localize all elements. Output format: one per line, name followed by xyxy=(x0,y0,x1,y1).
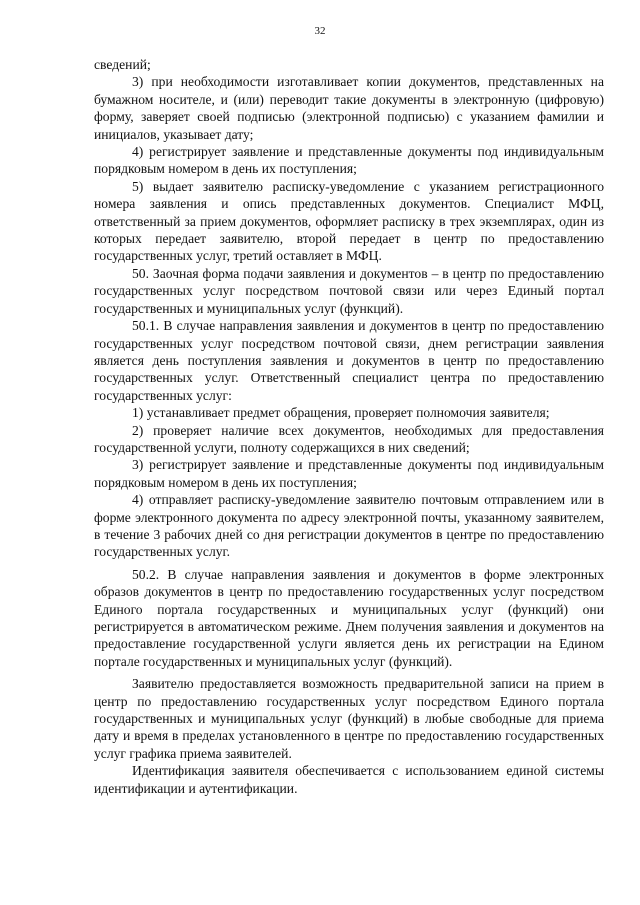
paragraph: 50.2. В случае направления заявления и документов в форме электронных образов документов в центр по предоставлению государственных услуг посредством Единого портала государственных и муниципальных услуг (функций) они регистрируется в автоматическом режиме. Днем получения заявления и документов на предоставление государственной услуги является день их регистрации на Едином портале государственных и муниципальных услуг (функций). xyxy=(94,566,604,669)
paragraph: 2) проверяет наличие всех документов, необходимых для предоставления государственной услуги, полноту содержащихся в них сведений; xyxy=(94,422,604,455)
paragraph: 3) при необходимости изготавливает копии документов, представленных на бумажном носителе, и (или) переводит такие документы в электронную (цифровую) форму, заверяет своей подписью (электронной подписью) с указанием фамилии и инициалов, указывает дату; xyxy=(94,74,604,142)
document-body xyxy=(94,56,604,797)
paragraph: Заявителю предоставляется возможность предварительной записи на прием в центр по предоставлению государственных услуг посредством Единого портала государственных и муниципальных услуг (функций) в любые свободные для приема дату и время в пределах установленного в центре по предоставлению государственных услуг графика приема заявителей. xyxy=(94,676,604,761)
paragraph: 50. Заочная форма подачи заявления и документов – в центр по предоставлению государственных услуг посредством почтовой связи или через Единый портал государственных и муниципальных услуг (функций). xyxy=(94,265,604,316)
paragraph: 3) регистрирует заявление и представленные документы под индивидуальным порядковым номером в день их поступления; xyxy=(94,457,604,490)
paragraph: 50.1. В случае направления заявления и документов в центр по предоставлению государственных услуг посредством почтовой связи, днем регистрации заявления является день поступления заявления и документов в центр по предоставлению государственных услуг. Ответственный специалист центра по предоставлению государственных услуг: xyxy=(94,318,604,403)
page-number: 32 xyxy=(314,25,326,37)
paragraph: 4) отправляет расписку-уведомление заявителю почтовым отправлением или в форме электронного документа по адресу электронной почты, указанному заявителем, в течение 3 рабочих дней со дня регистрации документов в центре по предоставлению государственных услуг. xyxy=(94,492,604,560)
paragraph: 5) выдает заявителю расписку-уведомление с указанием регистрационного номера заявления и опись представленных документов. Специалист МФЦ, ответственный за прием документов, оформляет расписку в трех экземплярах, один из которых передает заявителю, второй передает в центр по предоставлению государственных услуг, третий оставляет в МФЦ. xyxy=(94,178,604,264)
paragraph: сведений; xyxy=(94,57,151,72)
paragraph: Идентификация заявителя обеспечивается с использованием единой системы идентификации и аутентификации. xyxy=(94,763,604,796)
paragraph: 4) регистрирует заявление и представленные документы под индивидуальным порядковым номером в день их поступления; xyxy=(94,144,604,177)
paragraph: 1) устанавливает предмет обращения, проверяет полномочия заявителя; xyxy=(132,405,550,421)
